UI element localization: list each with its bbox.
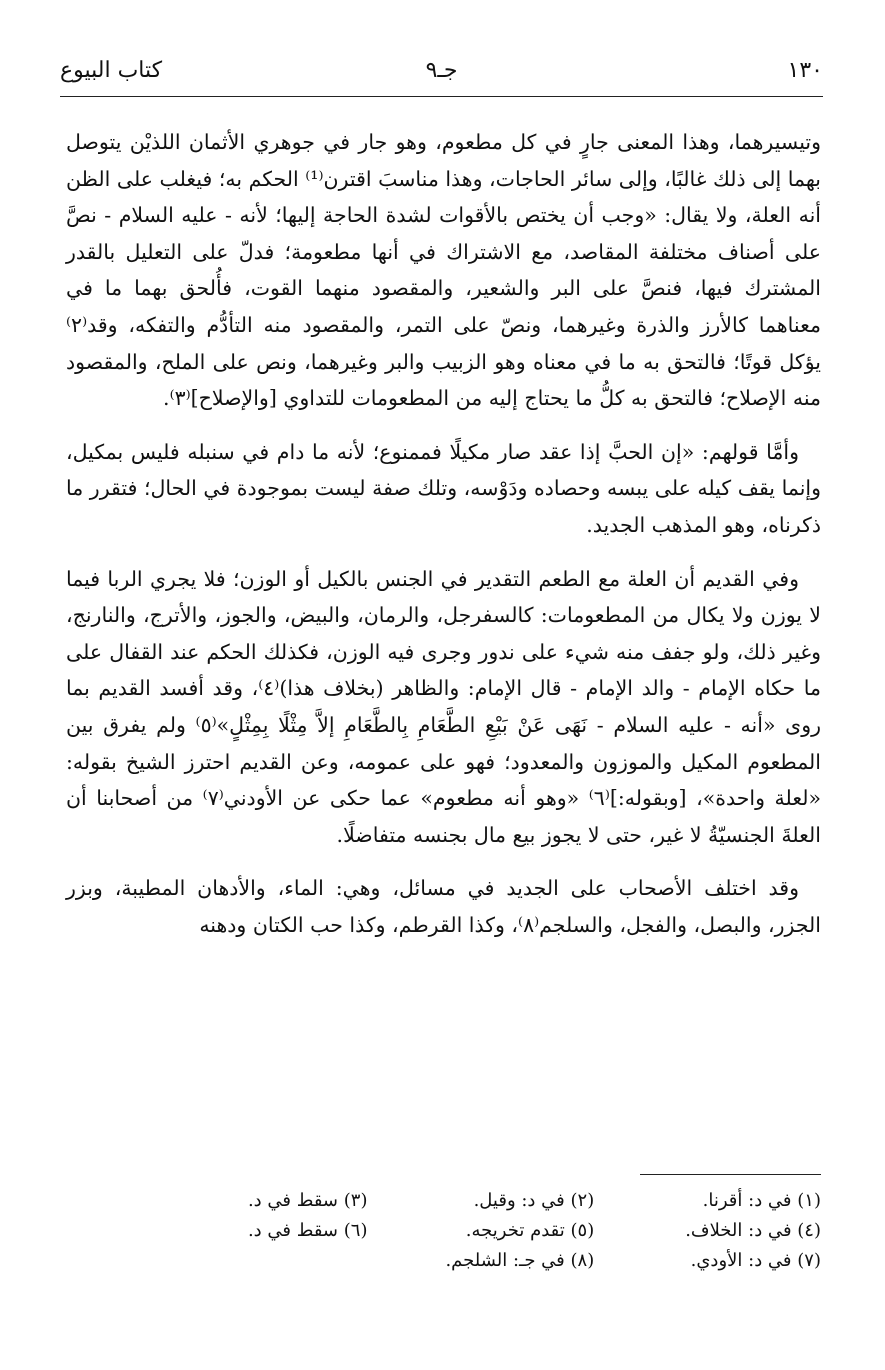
- footnotes: [140, 1186, 821, 1276]
- footnote-1: (١) في د: أقرنا.: [702, 1190, 821, 1211]
- footnote-5: (٥) تقدم تخريجه.: [465, 1220, 595, 1241]
- page-number: ١٣٠: [787, 58, 823, 83]
- footnote-row: [140, 1216, 821, 1246]
- paragraph-3: وفي القديم أن العلة مع الطعم التقدير في الجنس بالكيل أو الوزن؛ فلا يجري الربا فيما لا يوزن ولا يكال من المطعومات: كالسفرجل، والرمان، والبيض، والجوز، والأترج، والنارنج، وغير ذلك، ولو جفف منه شيء على ندور وجرى فيه الوزن، فكذلك الحكم عند القفال على ما حكاه الإمام - والد الإمام - قال الإمام: والظاهر (بخلاف هذا)⁽٤⁾، وقد أفسد القديم بما روى «أنه - عليه السلام - نَهَى عَنْ بَيْعِ الطَّعَامِ بِالطَّعَامِ إلاَّ مِثْلًا بِمِثْلٍ»⁽٥⁾ ولم يفرق بين المطعوم المكيل والموزون والمعدود؛ فهو على عمومه، وعن القديم احترز الشيخ بقوله: «لعلة واحدة»، [وبقوله:]⁽٦⁾ «وهو أنه مطعوم» عما حكى عن الأودني⁽٧⁾ من أصحابنا أن العلةَ الجنسيّةُ لا غير، حتى لا يجوز بيع مال بجنسه متفاضلًا.: [66, 566, 822, 847]
- footnote-7: (٧) في د: الأودي.: [690, 1250, 821, 1271]
- footnote-2: (٢) في د: وقيل.: [473, 1190, 595, 1211]
- running-header: [60, 52, 823, 92]
- paragraph-2: وأمَّا قولهم: «إن الحبَّ إذا عقد صار مكيلًا فممنوع؛ لأنه ما دام في سنبله فليس بمكيل، وإنما يقف كيله على يبسه وحصاده ودَوْسه، وتلك صفة ليست بموجودة في الحال؛ فتقرر ما ذكرناه، وهو المذهب الجديد.: [66, 439, 821, 537]
- footnote-row: [140, 1186, 821, 1216]
- footnote-4: (٤) في د: الخلاف.: [685, 1220, 821, 1241]
- book-title: كتاب البيوع: [60, 58, 163, 83]
- footnote-empty: [141, 1246, 368, 1276]
- paragraph-1: وتيسيرهما، وهذا المعنى جارٍ في كل مطعوم، وهو جار في جوهري الأثمان اللذيْن يتوصل بهما إلى ذلك غالبًا، وإلى سائر الحاجات، وهذا مناسبَ اقترن⁽¹⁾ الحكم به؛ فيغلب على الظن أنه العلة، ولا يقال: «وجب أن يختص بالأقوات لشدة الحاجة إليها؛ لأنه - عليه السلام - نصَّ على أصناف مختلفة المقاصد، مع الاشتراك في أنها مطعومة؛ فدلّ على التعليل بالقدر المشترك فيها، فنصَّ على البر والشعير، والمقصود منهما القوت، فأُلحق بهما ما في معناهما كالأرز والذرة وغيرهما، ونصّ على التمر، والمقصود منه التأدُّم والتفكه، وقد⁽٢⁾ يؤكل قوتًا؛ فالتحق به ما في معناه وهو الزبيب والبر وغيرهما، ونص على الملح، والمقصود منه الإصلاح؛ فالتحق به كلُّ ما يحتاج إليه من المطعومات للتداوي [والإصلاح]⁽٣⁾.: [66, 130, 822, 411]
- volume-number: جـ٩: [425, 58, 458, 83]
- header-divider: [60, 96, 823, 97]
- main-text: [66, 124, 821, 960]
- footnote-divider: [640, 1174, 821, 1175]
- footnote-6: (٦) سقط في د.: [247, 1220, 368, 1241]
- footnote-row: [140, 1246, 821, 1276]
- footnote-8: (٨) في جـ: الشلجم.: [445, 1250, 595, 1271]
- paragraph-4: وقد اختلف الأصحاب على الجديد في مسائل، وهي: الماء، والأدهان المطيبة، وبزر الجزر، والبصل، والفجل، والسلجم⁽٨⁾، وكذا القرطم، وكذا حب الكتان ودهنه: [66, 876, 821, 937]
- footnote-3: (٣) سقط في د.: [247, 1190, 368, 1211]
